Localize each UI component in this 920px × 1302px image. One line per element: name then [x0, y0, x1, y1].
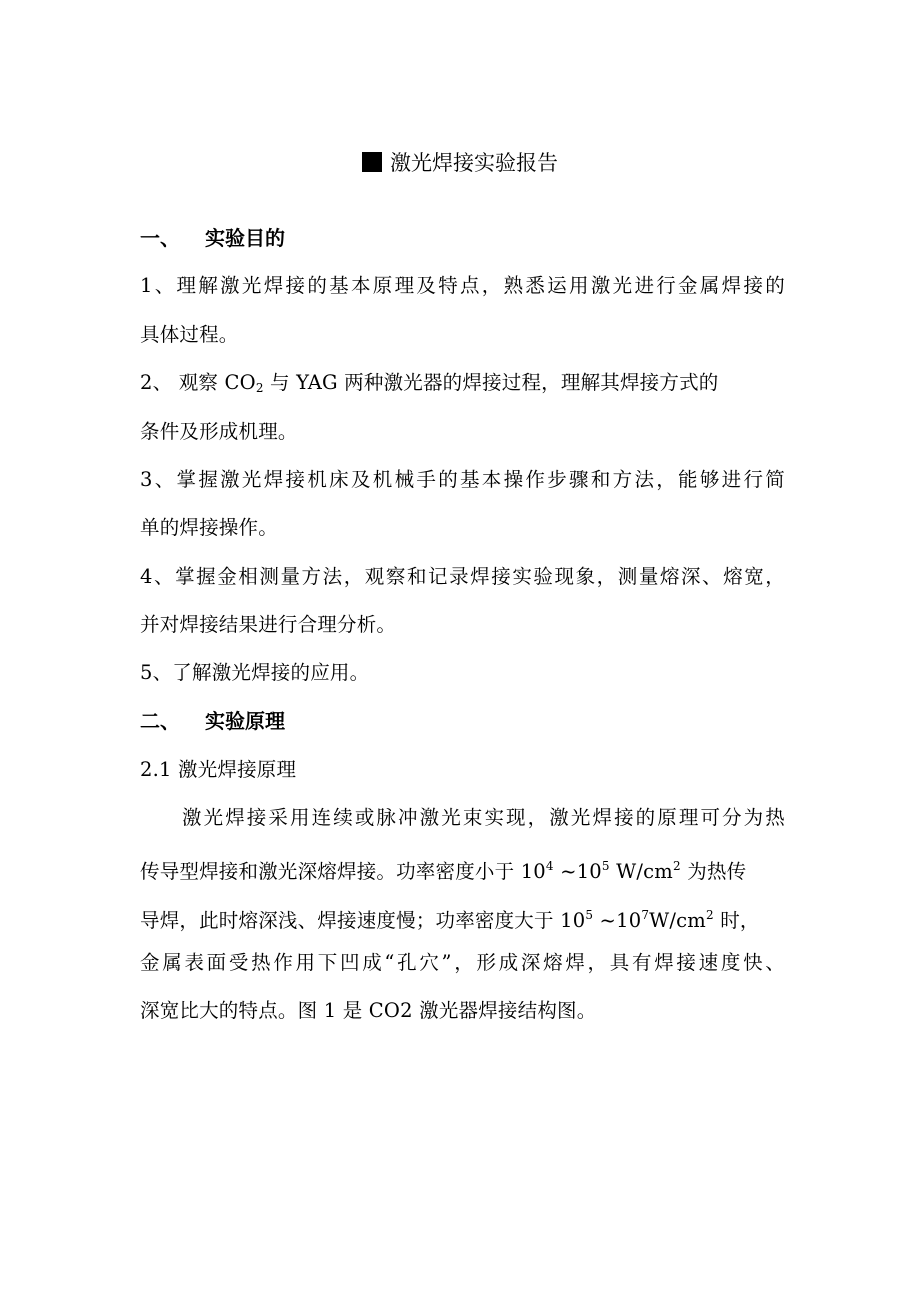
black-square-icon: [362, 152, 382, 172]
principle-paragraph-line-2: 传导型焊接和激光深熔焊接。功率密度小于 $10^4$ $\sim 10^5$ $W/cm^2$ 为热传: [140, 859, 747, 883]
principle-paragraph-line-4: 金属表面受热作用下凹成“孔穴”，形成深熔焊，具有焊接速度快、: [140, 951, 785, 974]
document-title: 激光焊接实验报告: [0, 148, 920, 178]
purpose-item-2-line-2: 条件及形成机理。: [140, 420, 298, 443]
purpose-item-4-line-1: 4、掌握金相测量方法，观察和记录焊接实验现象，测量熔深、熔宽，: [140, 565, 785, 588]
sub-heading-laser-welding-principle: 2.1 激光焊接原理: [140, 758, 297, 781]
purpose-item-3-line-2: 单的焊接操作。: [140, 516, 278, 539]
purpose-item-1-line-2: 具体过程。: [140, 323, 239, 346]
purpose-item-2-line-1: 2、 观察 $CO_2$ 与 YAG 两种激光器的焊接过程，理解其焊接方式的: [140, 371, 719, 395]
purpose-item-3-line-1: 3、掌握激光焊接机床及机械手的基本操作步骤和方法，能够进行简: [140, 468, 785, 491]
section-heading-principle: 二、 实验原理: [140, 709, 285, 733]
principle-paragraph-line-1: 激光焊接采用连续或脉冲激光束实现，激光焊接的原理可分为热: [182, 806, 785, 829]
principle-paragraph-line-3: 导焊，此时熔深浅、焊接速度慢；功率密度大于 $10^5$ $\sim 10^7W/cm^2$ 时，: [140, 908, 760, 932]
principle-paragraph-line-5: 深宽比大的特点。图 1 是 CO2 激光器焊接结构图。: [140, 999, 597, 1022]
purpose-item-5: 5、了解激光焊接的应用。: [140, 661, 370, 684]
purpose-item-4-line-2: 并对焊接结果进行合理分析。: [140, 613, 397, 636]
purpose-item-1-line-1: 1、理解激光焊接的基本原理及特点，熟悉运用激光进行金属焊接的: [140, 274, 785, 297]
section-heading-purpose: 一、 实验目的: [140, 226, 285, 250]
